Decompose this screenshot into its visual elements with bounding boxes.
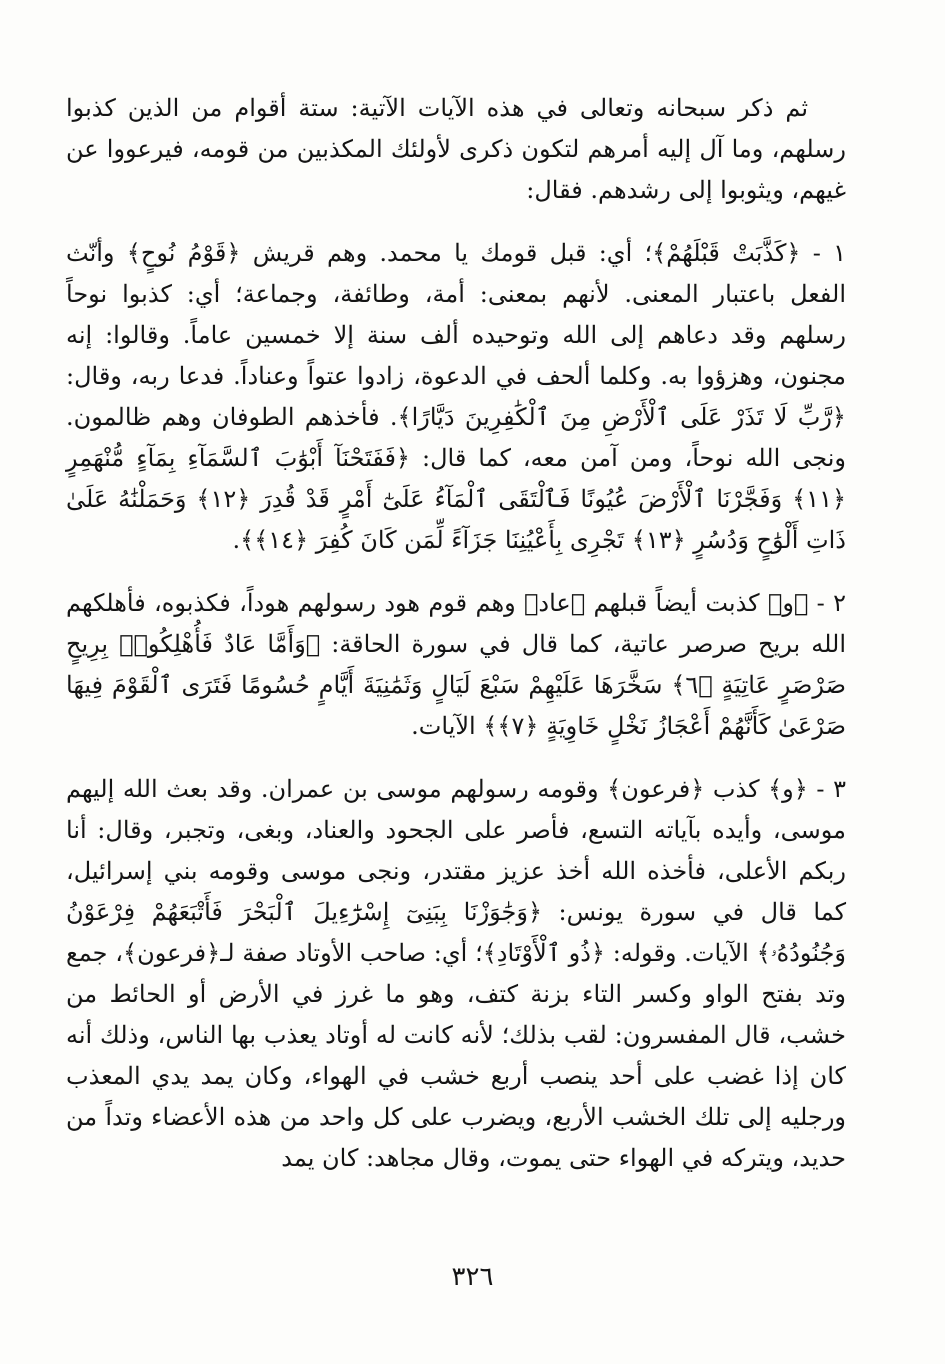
- body-text: [66, 88, 846, 1201]
- page-number: ٣٢٦: [451, 1262, 494, 1292]
- paragraph-1-nuh: ١ - ﴿كَذَّبَتْ قَبْلَهُمْ﴾؛ أي: قبل قومك يا محمد. وهم قريش ﴿قَوْمُ نُوحٍ﴾ وأنّث الفعل باعتبار المعنى. لأنهم بمعنى: أمة، وطائفة، وجماعة؛ أي: كذبوا نوحاً رسلهم وقد دعاهم إلى الله وتوحيده ألف سنة إلا خمسين عاماً. وقالوا: إنه مجنون، وهزؤوا به. وكلما ألحف في الدعوة، زادوا عتواً وعناداً. فدعا ربه، وقال: ﴿رَّبِّ لَا تَذَرْ عَلَى ٱلْأَرْضِ مِنَ ٱلْكَٰفِرِينَ دَيَّارًا﴾. فأخذهم الطوفان وهم ظالمون. ونجى الله نوحاً، ومن آمن معه، كما قال: ﴿فَفَتَحْنَآ أَبْوَٰبَ ٱلسَّمَآءِ بِمَآءٍ مُّنْهَمِرٍ ﴿١١﴾ وَفَجَّرْنَا ٱلْأَرْضَ عُيُونًا فَٱلْتَقَى ٱلْمَآءُ عَلَىٰٓ أَمْرٍ قَدْ قُدِرَ ﴿١٢﴾ وَحَمَلْنَٰهُ عَلَىٰ ذَاتِ أَلْوَٰحٍ وَدُسُرٍ ﴿١٣﴾ تَجْرِى بِأَعْيُنِنَا جَزَآءً لِّمَن كَانَ كُفِرَ ﴿١٤﴾﴾.: [66, 239, 847, 554]
- paragraph-3-firawn: ٣ - ﴿و﴾ كذب ﴿فرعون﴾ وقومه رسولهم موسى بن عمران. وقد بعث الله إليهم موسى، وأيده بآياته التسع، فأصر على الجحود والعناد، وبغى، وتجبر، وقال: أنا ربكم الأعلى، فأخذه الله أخذ عزيز مقتدر، ونجى موسى وقومه بني إسرائيل، كما قال في سورة يونس: ﴿وَجَٰوَزْنَا بِبَنِىٓ إِسْرَٰٓءِيلَ ٱلْبَحْرَ فَأَتْبَعَهُمْ فِرْعَوْنُ وَجُنُودُهُۥ﴾ الآيات. وقوله: ﴿ذُو ٱلْأَوْتَادِ﴾؛ أي: صاحب الأوتاد صفة لـ﴿فرعون﴾، جمع وتد بفتح الواو وكسر التاء بزنة كتف، وهو ما غرز في الأرض أو الحائط من خشب، قال المفسرون: لقب بذلك؛ لأنه كانت له أوتاد يعذب بها الناس، وذلك أنه كان إذا غضب على أحد ينصب أربع خشب في الهواء، وكان يمد يدي المعذب ورجليه إلى تلك الخشب الأربع، ويضرب على كل واحد من هذه الأعضاء وتداً من حديد، ويتركه في الهواء حتى يموت، وقال مجاهد: كان يمد: [66, 775, 846, 1172]
- paragraph-2-aad: ٢ - ﴿و﴾ كذبت أيضاً قبلهم ﴿عاد﴾ وهم قوم هود رسولهم هوداً، فكذبوه، فأهلكهم الله بريح صرصر عاتية، كما قال في سورة الحاقة: ﴿وَأَمَّا عَادٌ فَأُهْلِكُوا۟ بِرِيحٍ صَرْصَرٍ عَاتِيَةٍ ﴿٦﴾ سَخَّرَهَا عَلَيْهِمْ سَبْعَ لَيَالٍ وَثَمَٰنِيَةَ أَيَّامٍ حُسُومًا فَتَرَى ٱلْقَوْمَ فِيهَا صَرْعَىٰ كَأَنَّهُمْ أَعْجَازُ نَخْلٍ خَاوِيَةٍ ﴿٧﴾﴾ الآيات.: [66, 589, 846, 740]
- intro-paragraph: ثم ذكر سبحانه وتعالى في هذه الآيات الآتية: ستة أقوام من الذين كذبوا رسلهم، وما آل إليه أمرهم لتكون ذكرى لأولئك المكذبين من قومه، فيرعووا عن غيهم، ويثوبوا إلى رشدهم. فقال:: [66, 94, 846, 204]
